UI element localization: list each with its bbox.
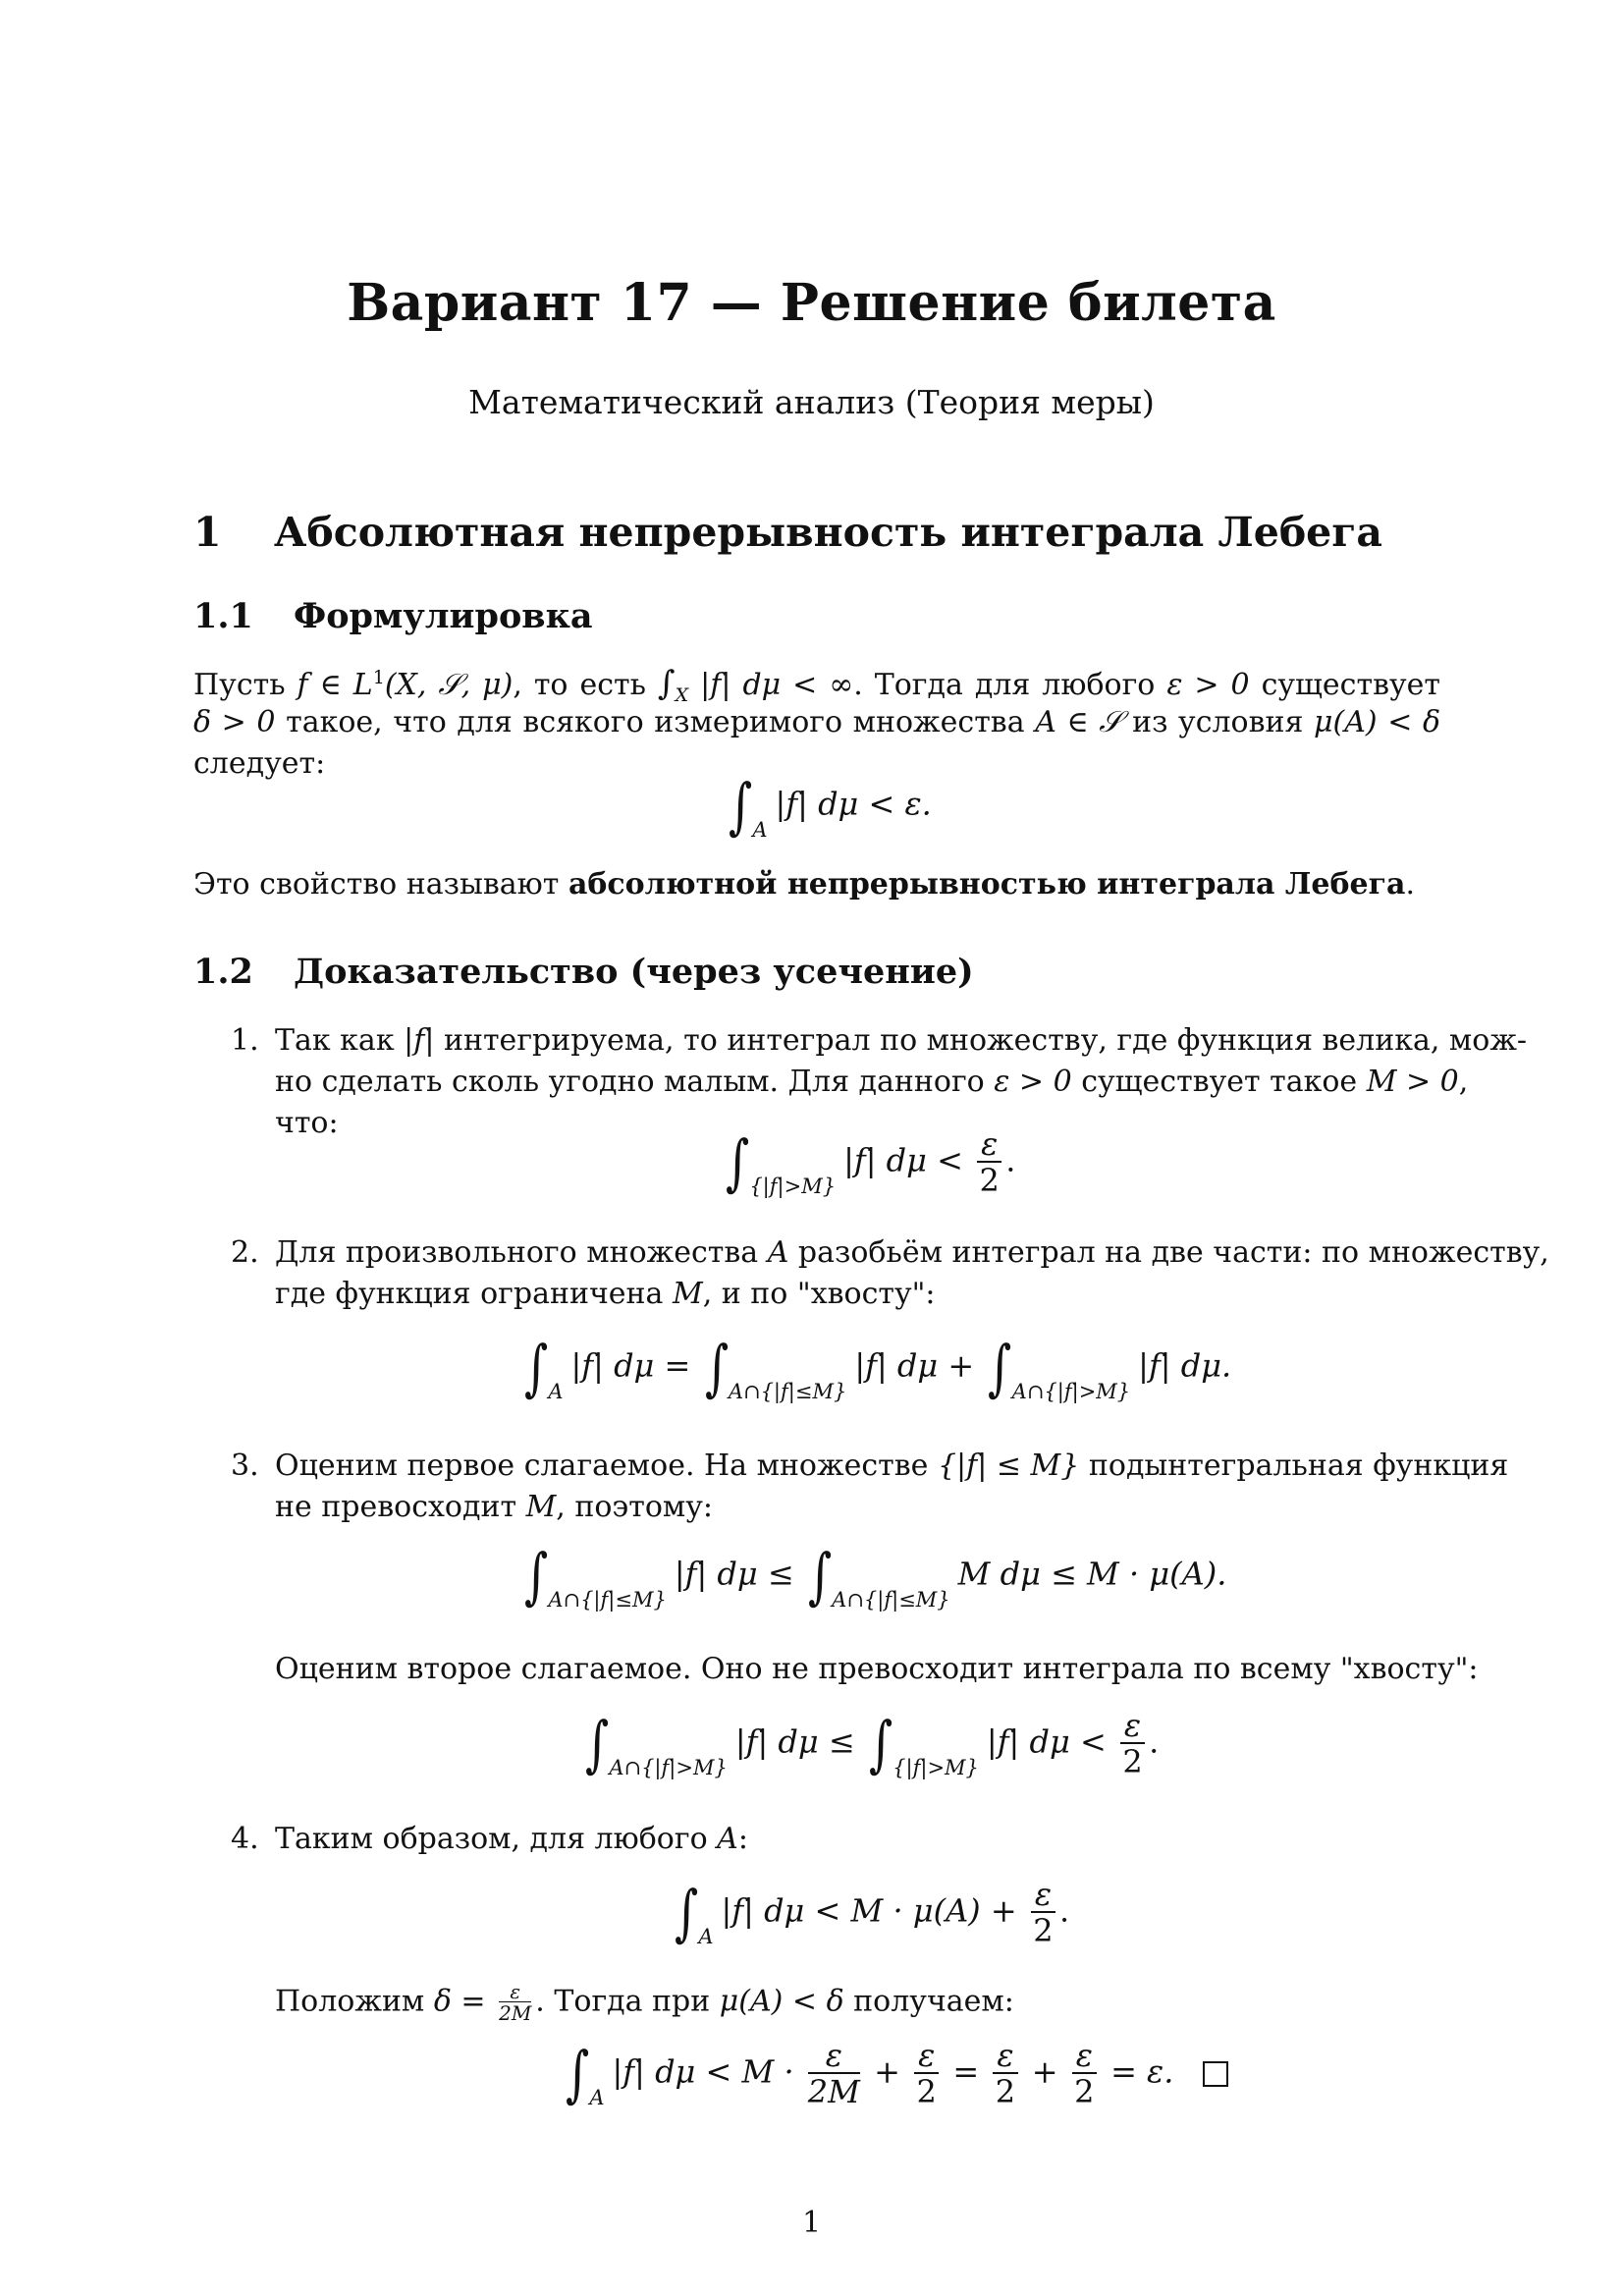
math: .	[1058, 1891, 1070, 1930]
integral-sign: ∫	[585, 1708, 610, 1779]
math: M	[672, 1277, 703, 1311]
list-marker: 4.	[231, 1822, 259, 1856]
math-subscript: A	[752, 817, 768, 842]
math: M > 0	[1366, 1065, 1459, 1099]
text: существует такое	[1071, 1065, 1367, 1099]
math: = ε.	[1100, 2052, 1174, 2091]
text: Это свойство называют	[193, 867, 568, 902]
math-subscript: X	[675, 684, 689, 706]
denominator: 2	[1122, 1743, 1143, 1780]
text: ,	[1458, 1065, 1469, 1099]
text: существует	[1249, 668, 1440, 702]
integral-sign: ∫	[657, 664, 676, 703]
text: :	[737, 1822, 748, 1856]
math: =	[943, 2052, 990, 2091]
document-title: Вариант 17 — Решение билета	[347, 273, 1276, 333]
integral-sign: ∫	[675, 1877, 699, 1948]
section-number: 1	[193, 509, 222, 556]
subsection-number: 1.2	[193, 952, 253, 992]
text: Пусть	[193, 668, 298, 702]
math: |f| dμ =	[570, 1346, 701, 1385]
formulation-line-3: следует:	[193, 746, 326, 781]
text: , то есть	[513, 668, 658, 702]
fraction	[977, 1127, 1001, 1198]
numerator: ε	[993, 2039, 1017, 2074]
integral-sign: ∫	[704, 1332, 729, 1403]
text: Для произвольного множества	[275, 1235, 768, 1270]
bold-term: абсолютной непрерывностью интеграла Лебега	[568, 867, 1406, 902]
text: Оценим первое слагаемое. На множестве	[275, 1449, 938, 1483]
math: {|f| ≤ M}	[937, 1449, 1080, 1483]
text: из условия	[1121, 705, 1315, 739]
fraction	[499, 1982, 531, 2024]
math: μ(A) < δ	[1314, 705, 1441, 739]
math-subscript: A∩{|f|≤M}	[832, 1587, 950, 1612]
text: где функция ограничена	[275, 1277, 673, 1311]
fraction	[993, 2039, 1017, 2109]
formulation-line-1	[193, 664, 1440, 706]
subsection-title: Формулировка	[294, 596, 593, 636]
text: . Тогда для любого	[853, 668, 1167, 702]
numerator: ε	[977, 1127, 1001, 1163]
list-marker: 2.	[231, 1235, 259, 1270]
math-subscript: {|f|>M}	[749, 1174, 837, 1198]
math: A ∈ 𝒮	[1035, 705, 1122, 739]
math: |f| dμ ≤	[674, 1555, 804, 1593]
math: μ(A) < δ	[719, 1984, 844, 2019]
text: Таким образом, для любого	[275, 1822, 718, 1856]
qed-square-icon	[1203, 2061, 1228, 2087]
math: .	[1005, 1141, 1016, 1179]
denominator: 2	[995, 2073, 1016, 2110]
math-subscript: A	[548, 1379, 564, 1403]
text: такое, что для всякого измеримого множества	[275, 705, 1036, 739]
math: |f| dμ < M ·	[612, 2052, 804, 2091]
text: Положим	[275, 1984, 434, 2019]
list-item-3-line-2	[275, 1490, 713, 1524]
text: , и по "хвосту":	[702, 1277, 936, 1311]
denominator: 2	[1033, 1912, 1054, 1949]
math: δ =	[433, 1984, 496, 2019]
denominator: 2M	[499, 2001, 532, 2025]
math: M	[525, 1490, 557, 1524]
math: |f| dμ < M · μ(A) +	[721, 1891, 1027, 1930]
document-subtitle: Математический анализ (Теория меры)	[468, 383, 1155, 421]
math: |f| dμ < ∞	[700, 668, 854, 702]
integral-sign: ∫	[988, 1332, 1012, 1403]
display-equation	[520, 1332, 1232, 1403]
list-item-3-line-3: Оценим второе слагаемое. Оно не превосходит интеграла по всему "хвосту":	[275, 1652, 1479, 1686]
math: δ > 0	[193, 705, 276, 739]
math: A	[717, 1822, 738, 1856]
integral-sign: ∫	[868, 1708, 893, 1779]
subsection-heading-formulation	[193, 596, 593, 636]
list-item-2-line-1	[275, 1235, 1549, 1270]
text: разобьём интеграл на две части: по множеству,	[788, 1235, 1549, 1270]
list-item-1-line-2	[275, 1065, 1469, 1099]
math: A	[767, 1235, 789, 1270]
display-equation	[722, 1127, 1015, 1198]
integral-sign: ∫	[726, 1126, 750, 1198]
numerator: ε	[1072, 2039, 1097, 2074]
math-superscript: 1	[372, 667, 385, 688]
list-marker: 3.	[231, 1449, 259, 1483]
list-marker: 1.	[231, 1023, 259, 1058]
math-subscript: A	[698, 1924, 714, 1948]
math: ε > 0	[994, 1065, 1072, 1099]
math: |f| dμ ≤	[734, 1722, 865, 1761]
math: |f| dμ <	[843, 1141, 974, 1179]
text: . Тогда при	[535, 1984, 720, 2019]
math: |f| dμ <	[986, 1722, 1116, 1761]
integral-sign: ∫	[729, 770, 753, 842]
integral-sign: ∫	[807, 1540, 833, 1612]
list-item-2-line-2	[275, 1277, 936, 1311]
numerator: ε	[914, 2039, 939, 2074]
denominator: 2	[979, 1162, 1000, 1199]
numerator: ε	[1120, 1709, 1145, 1744]
text: не превосходит	[275, 1490, 526, 1524]
numerator: ε	[499, 1982, 531, 2002]
section-title: Абсолютная непрерывность интеграла Лебега	[274, 509, 1382, 556]
fraction	[808, 2039, 860, 2109]
math: f ∈ L	[297, 668, 373, 702]
denominator: 2M	[807, 2073, 860, 2110]
math: |f| dμ +	[854, 1346, 985, 1385]
list-item-1-line-1	[275, 1023, 1528, 1058]
fraction	[914, 2039, 939, 2109]
math: |f|	[404, 1023, 435, 1058]
subsection-title: Доказательство (через усечение)	[294, 952, 974, 992]
display-equation	[562, 2039, 1228, 2109]
math: +	[1021, 2052, 1068, 2091]
fraction	[1072, 2039, 1097, 2109]
subsection-number: 1.1	[193, 596, 253, 636]
display-equation	[725, 770, 932, 842]
list-item-1-line-3: что:	[275, 1106, 339, 1140]
fraction	[1031, 1878, 1055, 1948]
math-subscript: A∩{|f|≤M}	[728, 1379, 847, 1403]
display-equation	[581, 1709, 1159, 1779]
math: M dμ ≤ M · μ(A).	[957, 1555, 1227, 1593]
math: +	[863, 2052, 911, 2091]
display-equation	[520, 1540, 1227, 1612]
denominator: 2	[916, 2073, 937, 2110]
list-item-4-line-2	[275, 1982, 1014, 2024]
math: |f| dμ < ε.	[775, 785, 932, 823]
text: получаем:	[843, 1984, 1014, 2019]
denominator: 2	[1074, 2073, 1095, 2110]
formulation-line-2	[193, 705, 1440, 739]
numerator: ε	[808, 2039, 860, 2074]
list-item-3-line-1	[275, 1449, 1509, 1483]
math-subscript: A∩{|f|≤M}	[548, 1587, 667, 1612]
integral-sign: ∫	[524, 1332, 549, 1403]
subsection-heading-proof	[193, 952, 974, 992]
list-item-4-line-1	[275, 1822, 748, 1856]
page-number: 1	[801, 2206, 822, 2240]
numerator: ε	[1031, 1878, 1055, 1913]
text: Так как	[275, 1023, 405, 1058]
math: .	[1149, 1722, 1160, 1761]
math-subscript: A∩{|f|>M}	[1011, 1379, 1131, 1403]
math: (X, 𝒮, μ)	[384, 668, 514, 702]
text: интегрируема, то интеграл по множеству, где функция велика, мож-	[434, 1023, 1528, 1058]
display-equation	[671, 1878, 1069, 1948]
math: ε > 0	[1166, 668, 1250, 702]
fraction	[1120, 1709, 1145, 1779]
integral-sign: ∫	[524, 1540, 549, 1612]
text: но сделать сколь угодно малым. Для данного	[275, 1065, 995, 1099]
math-subscript: A	[589, 2085, 605, 2109]
integral-sign: ∫	[566, 2038, 590, 2109]
section-heading	[193, 509, 1382, 556]
text: .	[1405, 867, 1415, 902]
math-subscript: A∩{|f|>M}	[609, 1755, 728, 1779]
text: , поэтому:	[556, 1490, 713, 1524]
math: |f| dμ.	[1138, 1346, 1232, 1385]
property-line	[193, 867, 1415, 902]
text: подынтегральная функция	[1079, 1449, 1509, 1483]
math-subscript: {|f|>M}	[893, 1755, 979, 1779]
